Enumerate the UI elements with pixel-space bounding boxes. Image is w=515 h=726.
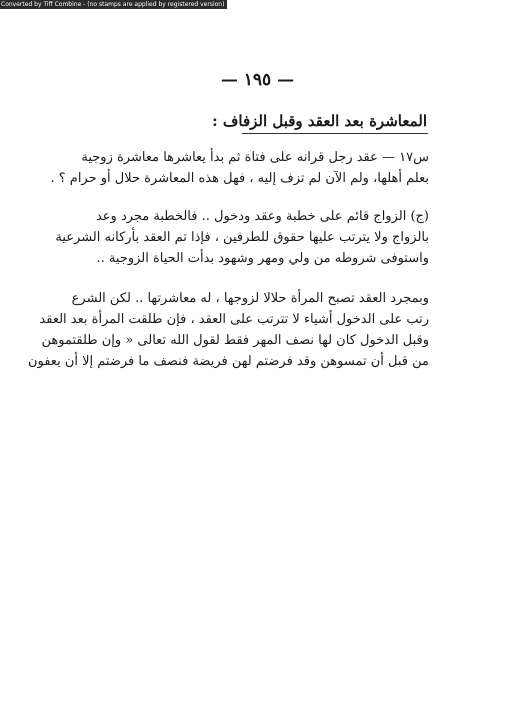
answer-line: واستوفى شروطه من ولي ومهر وشهود بدأت الحياة الزوجية .. — [96, 251, 429, 266]
section-heading: المعاشرة بعد العقد وقبل الزفاف : — [212, 112, 427, 130]
heading-underline — [242, 133, 428, 134]
answer-line: (ج) الزواج قائم على خطبة وعقد ودخول .. فالخطبة مجرد وعد — [95, 209, 429, 224]
continuation-line: رتب على الدخول أشياء لا تترتب على العقد ، فإن طلقت المرأة بعد العقد — [39, 312, 429, 327]
question-paragraph — [50, 147, 429, 189]
converter-header-strip: Converted by Tiff Combine - (no stamps are applied by registered version) — [0, 0, 227, 9]
continuation-line: من قبل أن تمسوهن وقد فرضتم لهن فريضة فنصف ما فرضتم إلا أن يعفون — [27, 354, 429, 369]
question-line: بعلم أهلها، ولم الآن لم تزف إليه ، فهل هذه المعاشرة حلال أو حرام ؟ . — [50, 171, 429, 186]
question-line: س١٧ — عقد رجل قرانه على فتاة ثم بدأ يعاشرها معاشرة زوجية — [81, 150, 429, 165]
answer-line: بالزواج ولا يترتب عليها حقوق للطرفين ، فإذا تم العقد بأركانه الشرعية — [55, 230, 429, 245]
continuation-paragraph — [27, 288, 429, 372]
continuation-line: وبمجرد العقد تصبح المرأة حلالا لزوجها ، له معاشرتها .. لكن الشرع — [71, 291, 429, 306]
answer-paragraph — [55, 206, 429, 269]
continuation-line: وقبل الدخول كان لها نصف المهر فقط لقول الله تعالى « وإن طلقتموهن — [41, 333, 429, 348]
page-number: — ١٩٥ — — [220, 70, 295, 90]
